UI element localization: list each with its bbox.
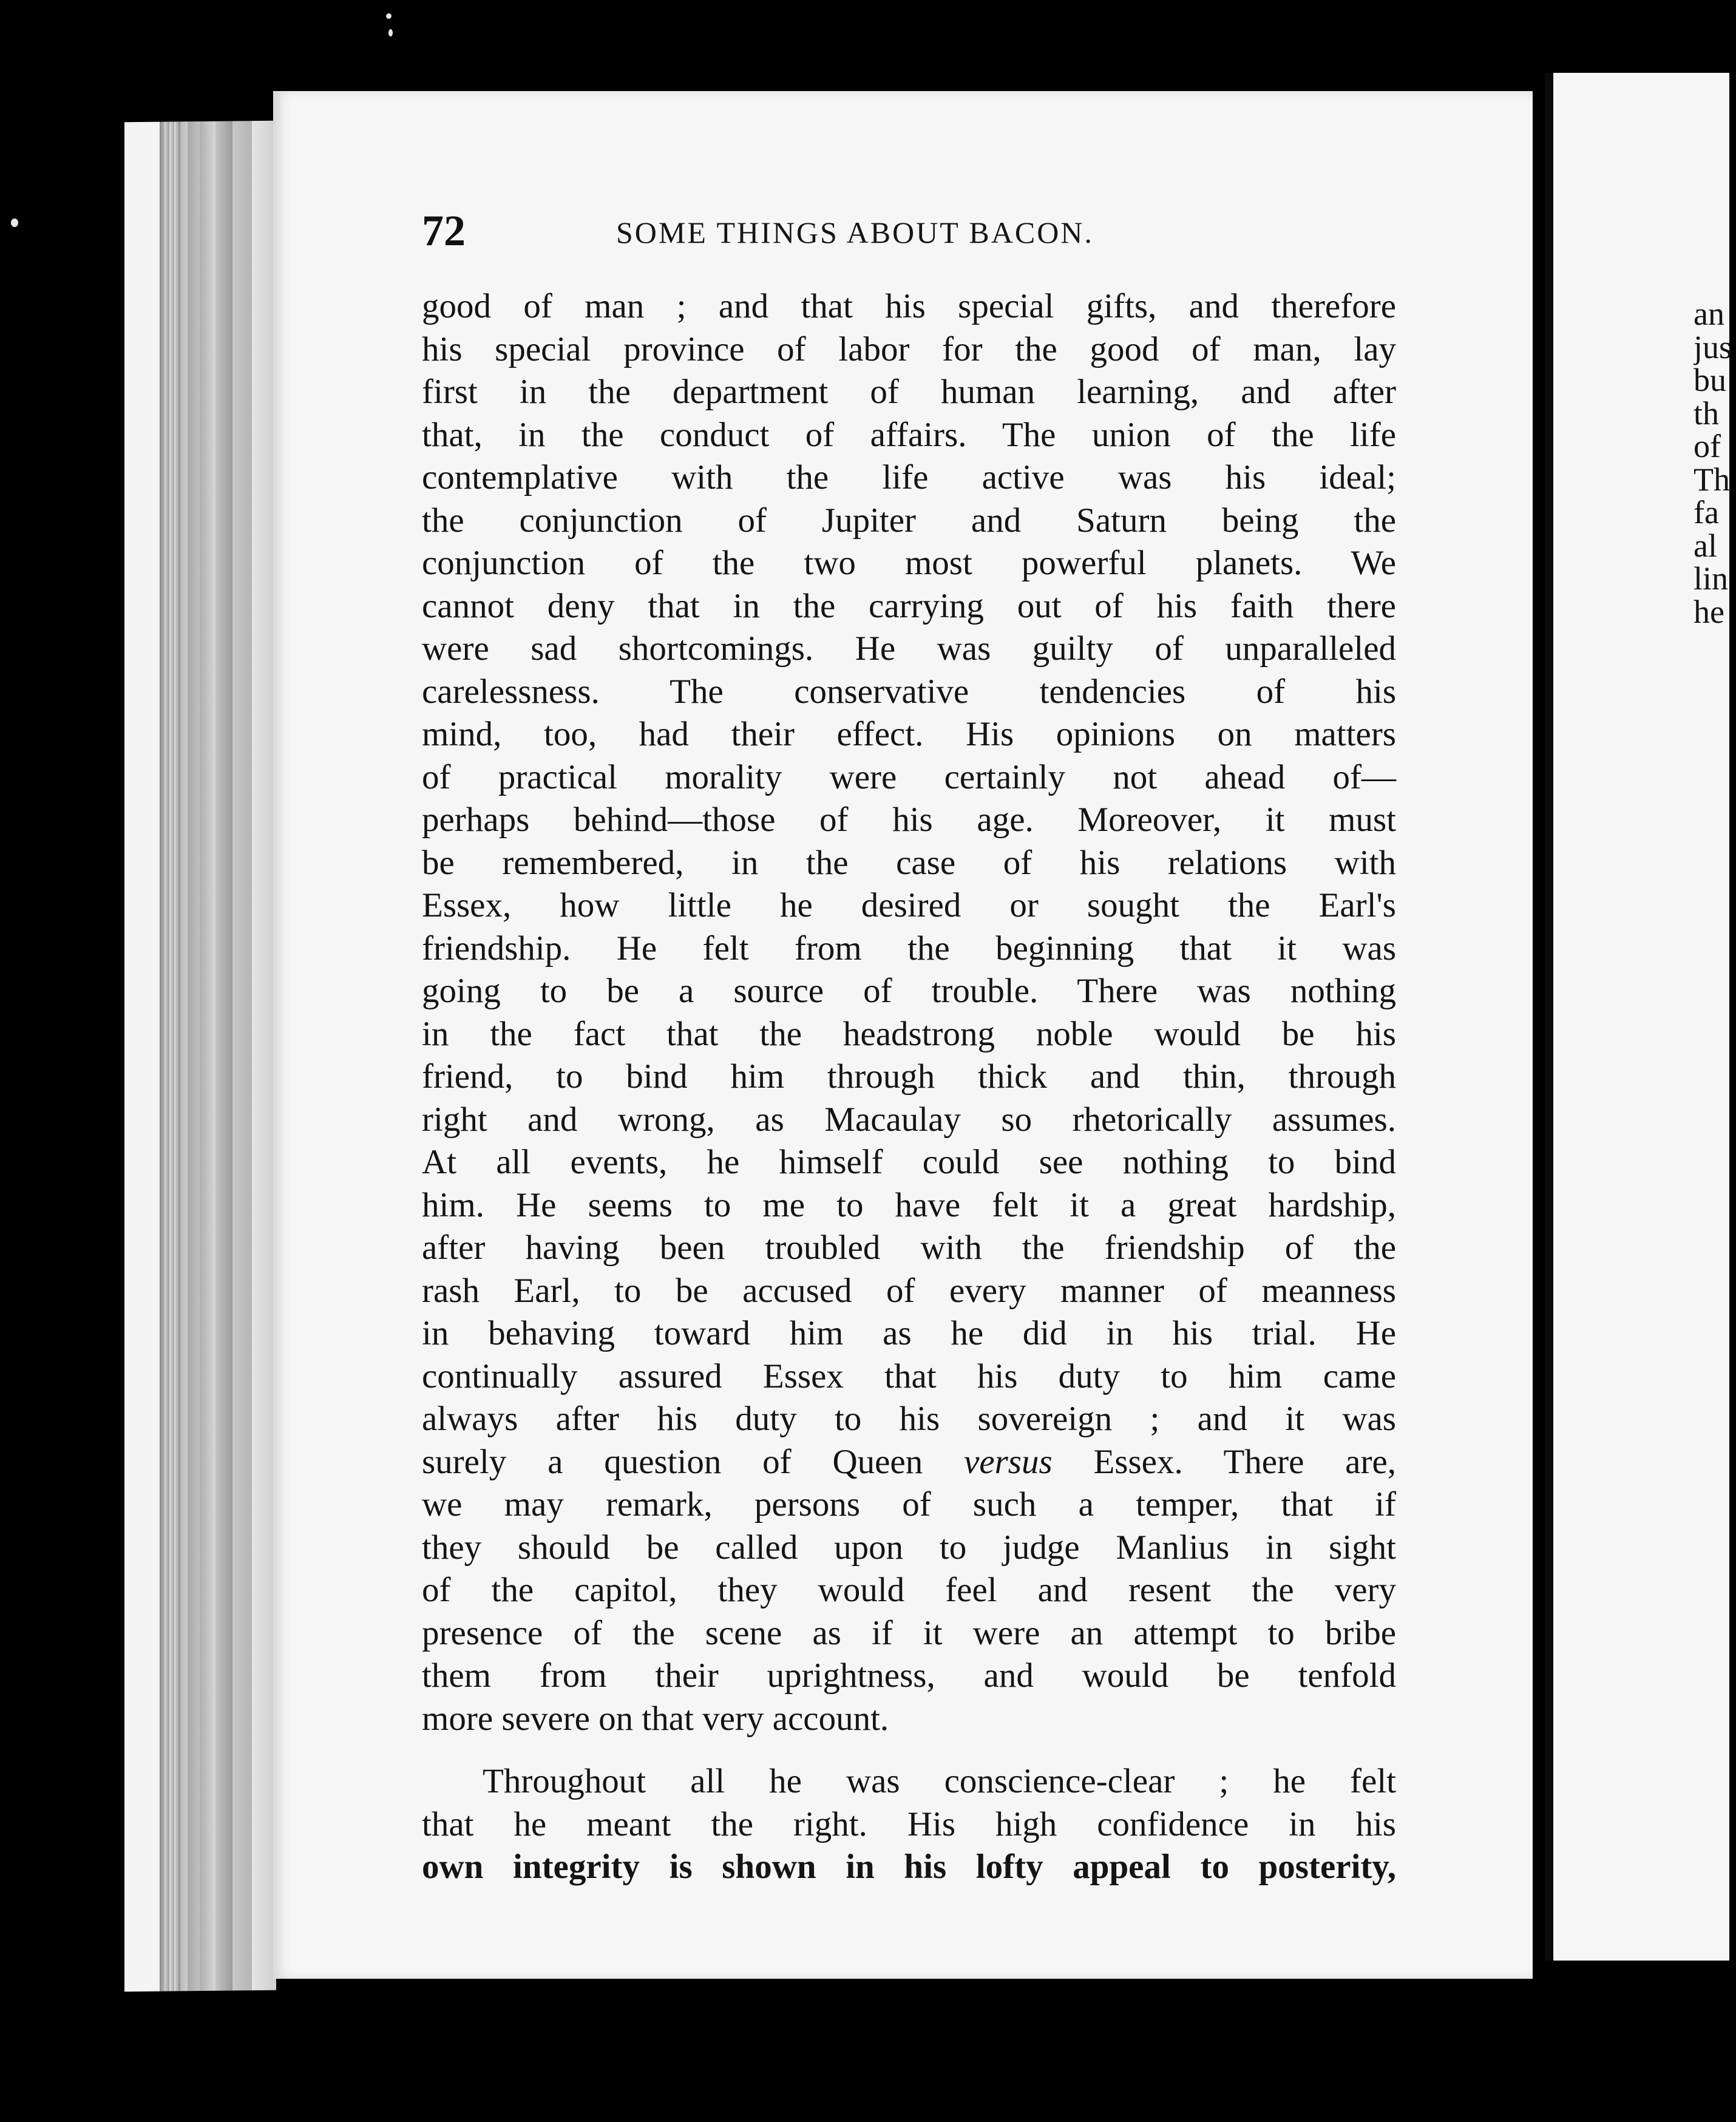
text-line: presence of the scene as if it were an attempt to bribe xyxy=(422,1613,1396,1652)
running-title: SOME THINGS ABOUT BACON. xyxy=(616,215,1094,249)
text-line: perhaps behind—those of his age. Moreover, it must xyxy=(422,801,1396,839)
text-line: him. He seems to me to have felt it a great hardship, xyxy=(422,1185,1396,1224)
text-line: contemplative with the life active was his ideal; xyxy=(422,458,1396,497)
text-line: mind, too, had their effect. His opinions on matters xyxy=(422,715,1396,753)
text-line: be remembered, in the case of his relations with xyxy=(422,843,1396,882)
text-line: were sad shortcomings. He was guilty of unparalleled xyxy=(422,629,1396,668)
text-line: carelessness. The conservative tendencies of his xyxy=(422,672,1396,711)
text-fragment: al xyxy=(1694,527,1717,564)
text-line: At all events, he himself could see nothing to bind xyxy=(422,1143,1396,1181)
text-line: always after his duty to his sovereign ; and it was xyxy=(422,1400,1396,1438)
text-line: friendship. He felt from the beginning that it was xyxy=(422,929,1396,968)
running-head xyxy=(422,206,1320,255)
text-fragment: of xyxy=(1694,428,1721,464)
text-line: friend, to bind him through thick and thin, through xyxy=(422,1057,1396,1096)
text-fragment: fa xyxy=(1694,494,1719,530)
book-page xyxy=(273,91,1533,1979)
paragraph-2 xyxy=(422,1760,1396,1889)
text-line: going to be a source of trouble. There was nothing xyxy=(422,972,1396,1010)
text-line: right and wrong, as Macaulay so rhetorically assumes. xyxy=(422,1100,1396,1139)
text-line: surely a question of Queen versus Essex. There are, xyxy=(422,1442,1397,1481)
body-text xyxy=(422,285,1396,1889)
text-line: good of man ; and that his special gifts, and therefore xyxy=(422,287,1396,325)
paragraph-1 xyxy=(422,285,1396,1740)
text-line: after having been troubled with the friendship of the xyxy=(422,1229,1396,1267)
text-line: of the capitol, they would feel and resent the very xyxy=(422,1571,1396,1609)
page-number: 72 xyxy=(422,206,466,255)
text-line: that he meant the right. His high confidence in his xyxy=(422,1805,1396,1843)
page-edge-stack xyxy=(124,121,276,1992)
text-line: conjunction of the two most powerful planets. We xyxy=(422,544,1396,582)
text-line: Essex, how little he desired or sought the Earl's xyxy=(422,886,1396,924)
text-line: in behaving toward him as he did in his trial. He xyxy=(422,1314,1396,1352)
text-line: them from their uprightness, and would be tenfold xyxy=(422,1656,1396,1695)
text-line: cannot deny that in the carrying out of his faith there xyxy=(422,586,1396,625)
text-line: his special province of labor for the good of man, lay xyxy=(422,330,1396,368)
paragraph-gap xyxy=(422,1740,1396,1760)
text-line: continually assured Essex that his duty to him came xyxy=(422,1357,1396,1395)
text-line: own integrity is shown in his lofty appeal to posterity, xyxy=(422,1848,1396,1886)
text-line: rash Earl, to be accused of every manner of meanness xyxy=(422,1271,1396,1310)
text-line: in the fact that the headstrong noble would be his xyxy=(422,1014,1396,1053)
text-line: Throughout all he was conscience-clear ; he felt xyxy=(483,1762,1396,1800)
text-fragment: lin xyxy=(1694,560,1729,597)
text-line: they should be called upon to judge Manlius in sight xyxy=(422,1528,1396,1567)
text-fragment: th xyxy=(1694,395,1720,432)
text-fragment: he xyxy=(1694,593,1724,628)
text-fragment: an xyxy=(1694,297,1724,332)
italic-word: versus xyxy=(964,1442,1053,1481)
text-fragment: jus xyxy=(1694,328,1732,365)
text-line: that, in the conduct of affairs. The union of the life xyxy=(422,415,1396,454)
text-line: the conjunction of Jupiter and Saturn being the xyxy=(422,501,1396,540)
text-line: more severe on that very account. xyxy=(422,1699,889,1738)
text-line: first in the department of human learning, and after xyxy=(422,373,1396,411)
text-fragment: Th xyxy=(1694,461,1730,498)
text-line: we may remark, persons of such a temper, that if xyxy=(422,1485,1396,1524)
facing-page-text xyxy=(1694,297,1736,628)
text-fragment: bu xyxy=(1694,362,1726,398)
text-line: of practical morality were certainly not ahead of— xyxy=(422,758,1396,796)
